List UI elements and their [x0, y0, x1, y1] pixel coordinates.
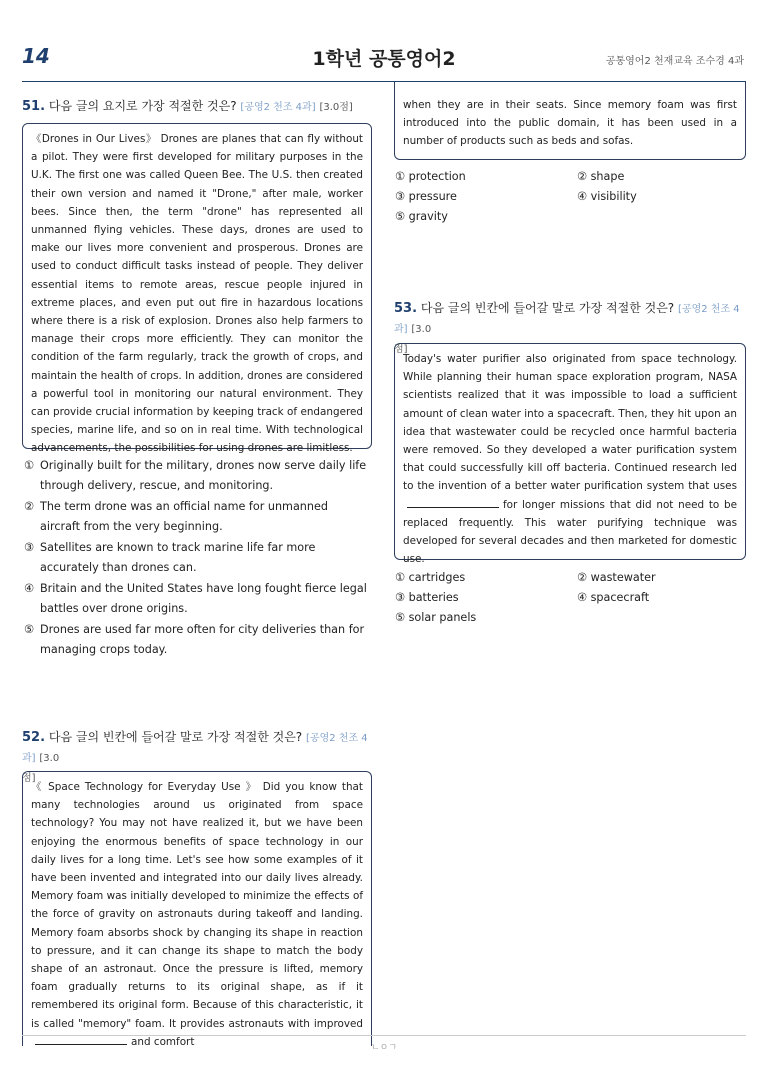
q51-option-4[interactable]: ④ Britain and the United States have long fought fierce legal battles over drone origins. — [24, 582, 367, 615]
q53-points: [3.0 — [411, 324, 432, 335]
q52-passage-continued — [394, 82, 746, 160]
q53-option-5[interactable]: ⑤ solar panels — [395, 611, 477, 624]
q52-passage: 《 Space Technology for Everyday Use 》 Did you know that many technologies around us originated from space technology? You may not have realized it, but we have been enjoying the enormous benefits of space technology in our daily lives for a long time. Let's see how some examples of it have been invented and integrated into our daily lives already. Memory foam was initially developed to minimize the effects of the force of gravity on astronauts during takeoff and landing. Memory foam absorbs shock by changing its shape in reaction to pressure, and it can change its shape to match the body shape of an astronaut. Once the pressure is lifted, memory foam gradually returns to its original shape, as if it remembered its original form. Because of this characteristic, it is called "memory" foam. It provides astronauts with improved — [31, 781, 363, 1030]
q52-passage-cont: when they are in their seats. Since memory foam was first introduced into the public domain, it has been used in a number of products such as beds and sofas. — [403, 99, 737, 148]
q51-number: 51. — [22, 99, 46, 114]
q53-option-3[interactable]: ③ batteries — [395, 591, 459, 604]
q52-points: [3.0 — [39, 753, 60, 764]
q51-heading — [22, 97, 372, 117]
q52-tag: [공영2 천조 4과] — [22, 733, 368, 764]
q52-option-3[interactable]: ③ pressure — [395, 190, 457, 203]
q53-passage-box — [394, 343, 746, 566]
q53-option-1[interactable]: ① cartridges — [395, 571, 466, 584]
q53-tag: [공영2 천조 4과] — [394, 304, 740, 335]
q51-option-5[interactable]: ⑤ Drones are used far more often for city deliveries than for managing crops today. — [24, 623, 365, 656]
q53-passage-end: for longer missions that did not need to be replaced frequently. This water purifying technique was developed for several decades and then marketed for domestic use. — [403, 498, 737, 566]
footer-text: ㄴㅇㄱ — [370, 1043, 398, 1053]
page-subtitle: 공통영어2 천재교육 조수경 4과 — [605, 56, 744, 67]
q51-option-3[interactable]: ③ Satellites are known to track marine life far more accurately than drones can. — [24, 541, 316, 574]
q52-passage-end: and comfort — [131, 1035, 195, 1048]
page-number: 14 — [22, 44, 50, 68]
q52-number: 52. — [22, 730, 46, 745]
q53-option-2[interactable]: ② wastewater — [577, 571, 656, 584]
q52-points-tail: 점] — [22, 773, 36, 784]
footer-divider — [22, 1035, 746, 1036]
q51-passage-box — [22, 123, 372, 455]
q52-option-4[interactable]: ④ visibility — [577, 190, 637, 203]
q52-option-2[interactable]: ② shape — [577, 170, 625, 183]
q51-option-2[interactable]: ② The term drone was an official name for unmanned aircraft from the very beginning. — [24, 500, 328, 533]
q52-option-1[interactable]: ① protection — [395, 170, 466, 183]
q53-points-tail: 점] — [394, 344, 408, 355]
q53-passage: Today's water purifier also originated from space technology. While planning their human space exploration program, NASA scientists realized that it was impossible to load a sufficient amount of clean water into a spacecraft. Then, they hit upon an idea that wastewater could be recycled once harmful bacteria were removed. So they developed a water purification system that could successfully kill off bacteria. Continued research led to the invention of a better water purification system that uses — [403, 353, 737, 493]
q51-option-1[interactable]: ① Originally built for the military, drones now serve daily life through delivery, rescue, and monitoring. — [24, 459, 367, 492]
page-title: 1학년 공통영어2 — [312, 48, 456, 70]
q53-prompt: 다음 글의 빈칸에 들어갈 말로 가장 적절한 것은? — [420, 301, 675, 315]
q51-tag: [공영2 천조 4과] — [240, 102, 316, 113]
q52-option-5[interactable]: ⑤ gravity — [395, 210, 448, 223]
q51-options — [24, 456, 370, 660]
q51-points: [3.0점] — [319, 102, 353, 113]
q53-option-4[interactable]: ④ spacecraft — [577, 591, 650, 604]
q52-passage-box — [22, 771, 372, 1046]
q51-prompt: 다음 글의 요지로 가장 적절한 것은? — [48, 99, 237, 113]
q53-blank — [407, 497, 499, 508]
q53-number: 53. — [394, 301, 418, 316]
q52-prompt: 다음 글의 빈칸에 들어갈 말로 가장 적절한 것은? — [48, 730, 303, 744]
q51-passage: 《Drones in Our Lives》 Drones are planes that can fly without a pilot. They were first developed for military purposes in the U.K. The first one was called Queen Bee. The U.S. then created their own version and named it "Drone," after male, worker bees. Since then, the term "drone" has represented all unmanned flying vehicles. These days, drones are used to make our lives more convenient and prosperous. Drones are used to conduct difficult tasks instead of people. They deliver essential items to remote areas, rescue people injured in extreme places, and even put out fire in hazardous locations where there is a risk of explosion. Drones also help farmers to manage their crops more efficiently. They can monitor the condition of the farm regularly, track the growth of crops, and maintain the health of crops. In addition, drones are considered a powerful tool in monitoring our natural environment. They can provide crucial information by keeping track of endangered species, marine life, and so on in real time. With technological advancements, the possibilities for using drones are limitless. — [31, 133, 363, 455]
